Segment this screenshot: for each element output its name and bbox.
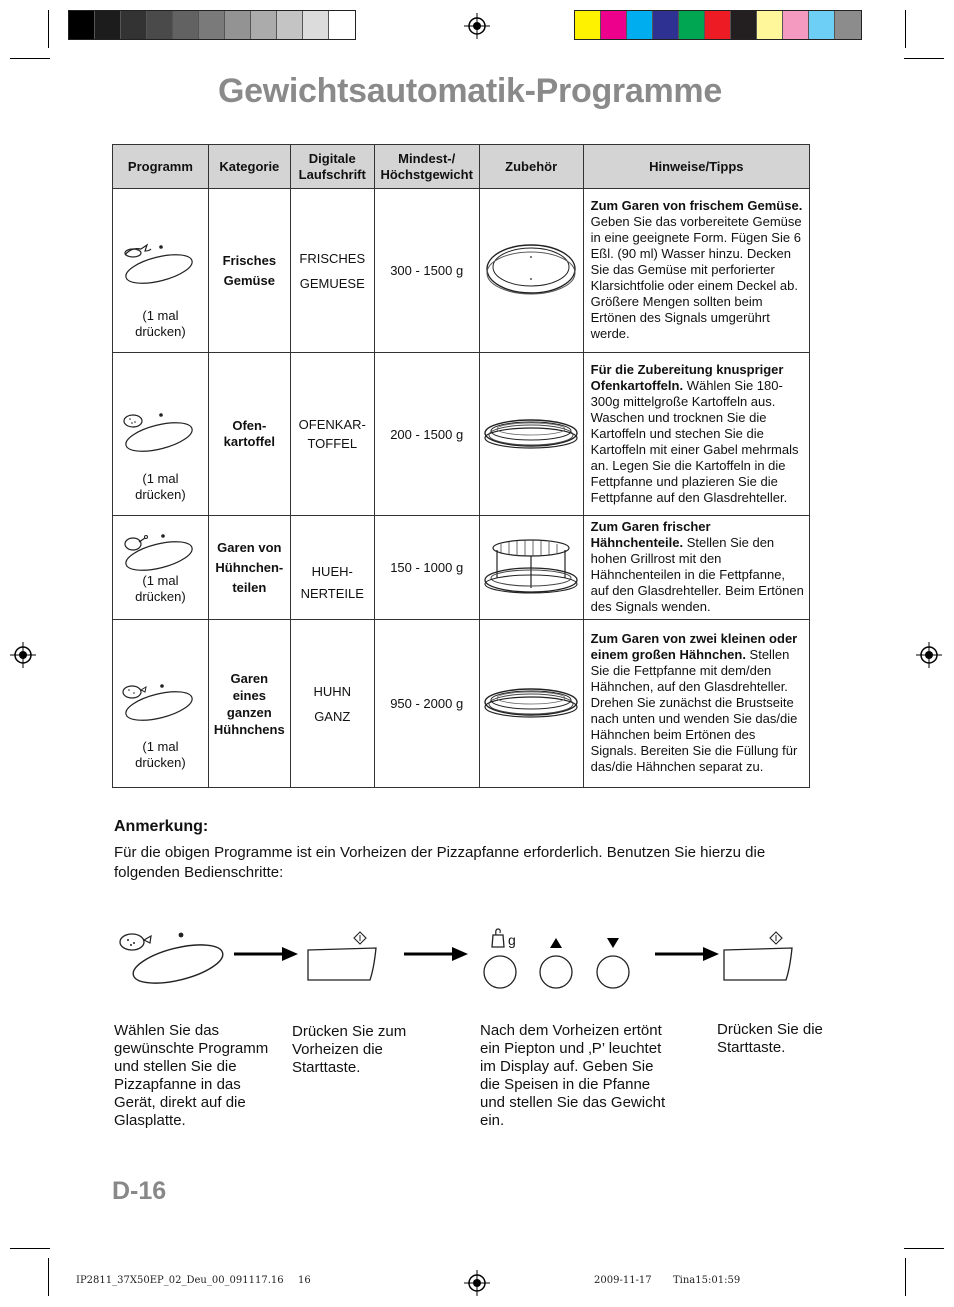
roasting-pan-icon — [483, 682, 579, 722]
potato-program-button-icon — [119, 407, 195, 457]
col-header-zubehoer: Zubehör — [479, 145, 583, 189]
category-cell: Ofen- kartoffel — [208, 353, 290, 516]
table-row — [113, 516, 810, 620]
color-swatch — [757, 11, 783, 39]
footer-page: 16 — [298, 1275, 311, 1286]
note-heading: Anmerkung: — [114, 818, 209, 835]
tips-cell: Zum Garen von frischem Gemüse. Geben Sie das vorbereitete Gemüse in eine geeignete Form. Fügen Sie 6 Eßl. (90 ml) Wasser hinzu. Decken Sie das Gemüse mit perforierter Klarsichtfolie oder einem Deckel ab. Größere Mengen sollten beim Ertönen des Signals umgerührt werde. — [583, 189, 809, 353]
weight-range-cell: 950 - 2000 g — [374, 620, 479, 788]
page-number: D-16 — [112, 1177, 167, 1205]
color-swatch — [303, 11, 329, 39]
down-button[interactable] — [595, 954, 631, 990]
table-row — [113, 620, 810, 788]
step-2-text: Drücken Sie zum Vorheizen die Starttaste. — [292, 1023, 407, 1076]
tips-cell: Zum Garen von zwei kleinen oder einem großen Hähnchen. Stellen Sie die Fettpfanne mit dem/den Hähnchen, auf den Glasdrehteller. Drehen Sie zunächst die Brustseite nach unten und wenden Sie das/die Hähnchen beim Ertönen des Signals. Bereiten Sie die Füllung für das/die Hähnchen separat zu. — [583, 620, 809, 788]
color-swatch — [731, 11, 757, 39]
weight-range-cell: 200 - 1500 g — [374, 353, 479, 516]
press-once-label: (1 mal drücken) — [135, 739, 186, 770]
color-swatch — [225, 11, 251, 39]
table-row — [113, 353, 810, 516]
color-swatch — [173, 11, 199, 39]
crop-mark — [10, 1248, 50, 1249]
program-cell — [113, 620, 209, 788]
display-text-cell: OFENKAR- TOFFEL — [290, 353, 374, 516]
high-rack-on-pan-icon — [483, 534, 579, 598]
program-cell — [113, 516, 209, 620]
accessory-cell — [479, 189, 583, 353]
color-swatch — [329, 11, 355, 39]
color-swatch — [575, 11, 601, 39]
program-cell — [113, 353, 209, 516]
display-text-cell: HUHN GANZ — [290, 620, 374, 788]
crop-mark — [48, 1258, 49, 1296]
color-swatch — [627, 11, 653, 39]
start-button-icon[interactable] — [718, 928, 796, 984]
color-swatch — [121, 11, 147, 39]
color-swatch — [705, 11, 731, 39]
weight-button[interactable] — [482, 954, 518, 990]
color-swatch — [809, 11, 835, 39]
step-1-text: Wählen Sie das gewünschte Programm und stellen Sie die Pizzapfanne in das Gerät, direkt auf die Glasplatte. — [114, 1022, 269, 1129]
down-triangle-icon — [607, 938, 619, 948]
col-header-digitale-laufschrift: Digitale Laufschrift — [290, 145, 374, 189]
weight-unit-label: g — [508, 932, 516, 948]
display-text-cell: HUEH- NERTEILE — [290, 516, 374, 620]
vegetable-program-button-icon — [119, 239, 195, 289]
col-header-programm: Programm — [113, 145, 209, 189]
up-triangle-icon — [550, 938, 562, 948]
arrow-right-icon — [234, 944, 298, 964]
press-once-label: (1 mal drücken) — [135, 471, 186, 502]
press-once-label: (1 mal drücken) — [135, 308, 186, 339]
tips-cell: Für die Zubereitung knuspriger Ofenkartoffeln. Wählen Sie 180-300g mittelgroße Kartoffeln aus. Waschen und trocknen Sie die Kartoffeln und stechen Sie die Kartoffeln mit einer Gabel mehrmals an. Legen Sie die Kartoffeln in die Fettpfanne und plazieren Sie die Fettpfanne auf den Glasdrehteller. — [583, 353, 809, 516]
chicken-parts-program-button-icon — [119, 530, 195, 576]
category-cell: Frisches Gemüse — [208, 189, 290, 353]
crop-mark — [904, 58, 944, 59]
color-swatch — [653, 11, 679, 39]
color-swatch — [251, 11, 277, 39]
arrow-right-icon — [404, 944, 468, 964]
crop-mark — [905, 1258, 906, 1296]
registration-mark-icon — [464, 13, 490, 39]
table-header-row — [113, 145, 810, 189]
turntable-icon — [483, 239, 579, 299]
program-button-icon — [116, 926, 226, 988]
press-once-label: (1 mal drücken) — [135, 573, 186, 604]
crop-mark — [904, 1248, 944, 1249]
step-4-text: Drücken Sie die Starttaste. — [717, 1021, 823, 1056]
color-swatch — [679, 11, 705, 39]
footer-time: Tina15:01:59 — [673, 1275, 741, 1286]
display-text-cell: FRISCHES GEMUESE — [290, 189, 374, 353]
category-cell: Garen von Hühnchen- teilen — [208, 516, 290, 620]
tips-cell: Zum Garen frischer Hähnchenteile. Stellen Sie den hohen Grillrost mit den Hähnchenteilen in die Fettpfanne, auf den Glasdrehteller. Beim Ertönen des Signals wenden. — [583, 516, 809, 620]
color-swatch — [147, 11, 173, 39]
step-3-text: Nach dem Vorheizen ertönt ein Piepton und ‚P’ leuchtet im Display auf. Geben Sie die Speisen in die Pfanne und stellen Sie das Gewicht ein. — [480, 1022, 666, 1129]
col-header-hinweise: Hinweise/Tipps — [583, 145, 809, 189]
col-header-gewicht: Mindest-/ Höchstgewicht — [374, 145, 479, 189]
accessory-cell — [479, 620, 583, 788]
footer-file-name: IP2811_37X50EP_02_Deu_00_091117.16 — [76, 1275, 284, 1286]
start-button-icon[interactable] — [302, 928, 380, 984]
crop-mark — [10, 58, 50, 59]
up-button[interactable] — [538, 954, 574, 990]
col-header-kategorie: Kategorie — [208, 145, 290, 189]
color-swatch — [835, 11, 861, 39]
note-text: Für die obigen Programme ist ein Vorheizen der Pizzapfanne erforderlich. Benutzen Sie hierzu die folgenden Bedienschritte: — [114, 844, 766, 881]
color-swatch — [601, 11, 627, 39]
color-swatch-bar — [574, 10, 862, 40]
crop-mark — [905, 10, 906, 48]
accessory-cell — [479, 353, 583, 516]
color-swatch — [69, 11, 95, 39]
program-table — [112, 144, 810, 788]
whole-chicken-program-button-icon — [119, 678, 195, 726]
weight-icon — [490, 927, 506, 949]
registration-mark-icon — [464, 1270, 490, 1296]
roasting-pan-icon — [483, 413, 579, 453]
color-swatch — [277, 11, 303, 39]
program-cell — [113, 189, 209, 353]
page-title: Gewichtsautomatik-Programme — [218, 72, 722, 110]
arrow-right-icon — [655, 944, 719, 964]
table-row — [113, 189, 810, 353]
crop-mark — [48, 10, 49, 48]
registration-mark-icon — [10, 642, 36, 668]
registration-mark-icon — [916, 642, 942, 668]
weight-range-cell: 300 - 1500 g — [374, 189, 479, 353]
color-swatch — [95, 11, 121, 39]
color-swatch — [783, 11, 809, 39]
color-swatch — [199, 11, 225, 39]
accessory-cell — [479, 516, 583, 620]
footer-date: 2009-11-17 — [594, 1275, 652, 1286]
gray-swatch-bar — [68, 10, 356, 40]
category-cell: Garen eines ganzen Hühnchens — [208, 620, 290, 788]
weight-range-cell: 150 - 1000 g — [374, 516, 479, 620]
